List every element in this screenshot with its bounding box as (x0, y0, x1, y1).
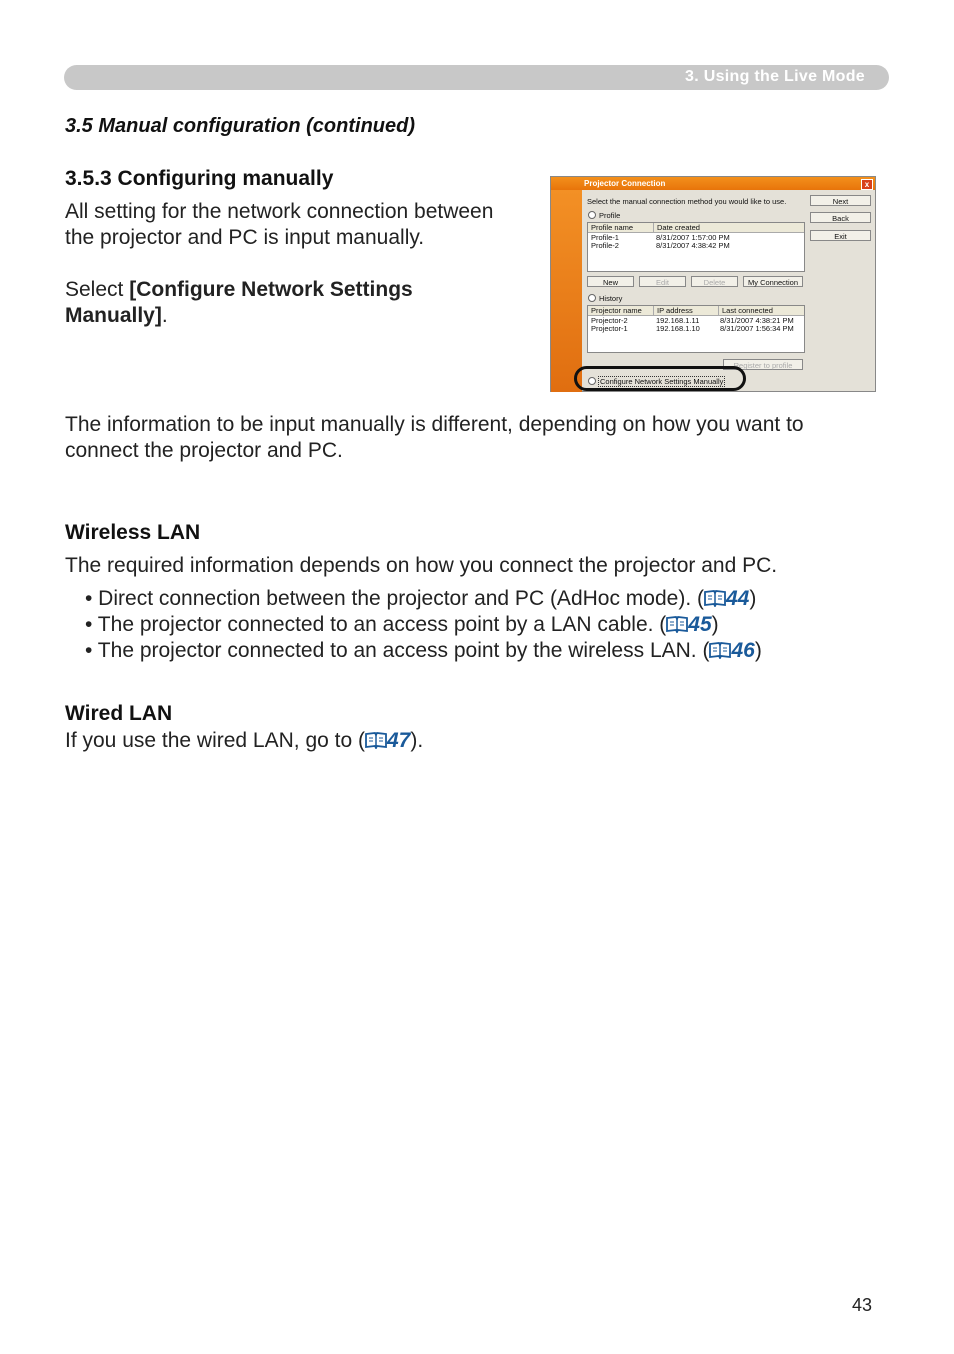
new-button[interactable]: New (587, 276, 634, 287)
book-icon (666, 615, 688, 633)
table-row[interactable]: Profile-1 8/31/2007 1:57:00 PM (591, 233, 730, 242)
book-icon (704, 589, 726, 607)
history-table (587, 305, 805, 353)
edit-button[interactable]: Edit (639, 276, 686, 287)
profile-label: Profile (599, 211, 621, 220)
page-reference-link[interactable]: 47 (365, 729, 410, 752)
book-icon (365, 731, 387, 749)
wireless-lan-text: The required information depends on how you connect the projector and PC. (65, 554, 778, 577)
next-button[interactable]: Next (810, 195, 871, 206)
list-item: • The projector connected to an access point by the wireless LAN. ( 46) (85, 639, 762, 662)
subsection-title: 3.5.3 Configuring manually (65, 167, 334, 190)
select-instruction: Select [Configure Network Settings Manually]. (65, 278, 413, 327)
intro-paragraph: All setting for the network connection between the projector and PC is input manually. (65, 200, 494, 249)
register-to-profile-button[interactable]: Register to profile (723, 359, 803, 370)
list-item: • Direct connection between the projector and PC (AdHoc mode). ( 44) (85, 587, 757, 610)
page-reference-link[interactable]: 44 (704, 587, 749, 610)
profile-table (587, 222, 805, 272)
dialog-side-panel (551, 190, 582, 392)
wired-lan-text: If you use the wired LAN, go to ( 47). (65, 729, 424, 752)
profile-col-name: Profile name (588, 223, 654, 232)
dialog-title-bar (551, 177, 875, 190)
projector-connection-dialog (550, 176, 876, 392)
page-reference-link[interactable]: 45 (666, 613, 711, 636)
history-col-ip: IP address (654, 306, 719, 315)
page-number: 43 (852, 1295, 873, 1315)
profile-radio[interactable] (588, 211, 596, 219)
table-row[interactable]: Projector-2 192.168.1.11 8/31/2007 4:38:21 PM (591, 316, 794, 325)
section-title: 3.5 Manual configuration (continued) (65, 115, 415, 137)
chapter-title: 3. Using the Live Mode (685, 68, 865, 85)
chapter-header-bar (64, 65, 889, 90)
delete-button[interactable]: Delete (691, 276, 738, 287)
history-col-last: Last connected (722, 306, 773, 315)
history-label: History (599, 294, 623, 303)
wired-lan-heading: Wired LAN (65, 702, 173, 725)
back-button[interactable]: Back (810, 212, 871, 223)
dialog-prompt: Select the manual connection method you would like to use. (587, 197, 787, 206)
dialog-title: Projector Connection (584, 179, 666, 188)
table-row[interactable]: Projector-1 192.168.1.10 8/31/2007 1:56:34 PM (591, 324, 794, 333)
book-icon (709, 641, 731, 659)
info-paragraph: The information to be input manually is different, depending on how you want to connect the projector and PC. (65, 413, 804, 462)
highlight-ring (574, 366, 746, 391)
my-connection-button[interactable]: My Connection (743, 276, 803, 287)
close-icon[interactable]: x (861, 179, 873, 190)
history-col-name: Projector name (588, 306, 654, 315)
history-radio[interactable] (588, 294, 596, 302)
page-reference-link[interactable]: 46 (709, 639, 754, 662)
configure-manually-label[interactable]: Configure Network Settings Manually (600, 377, 724, 386)
exit-button[interactable]: Exit (810, 230, 871, 241)
profile-col-date: Date created (657, 223, 700, 232)
table-row[interactable]: Profile-2 8/31/2007 4:38:42 PM (591, 241, 730, 250)
wireless-lan-heading: Wireless LAN (65, 521, 201, 544)
list-item: • The projector connected to an access point by a LAN cable. ( 45) (85, 613, 719, 636)
wireless-options-list (85, 586, 762, 664)
